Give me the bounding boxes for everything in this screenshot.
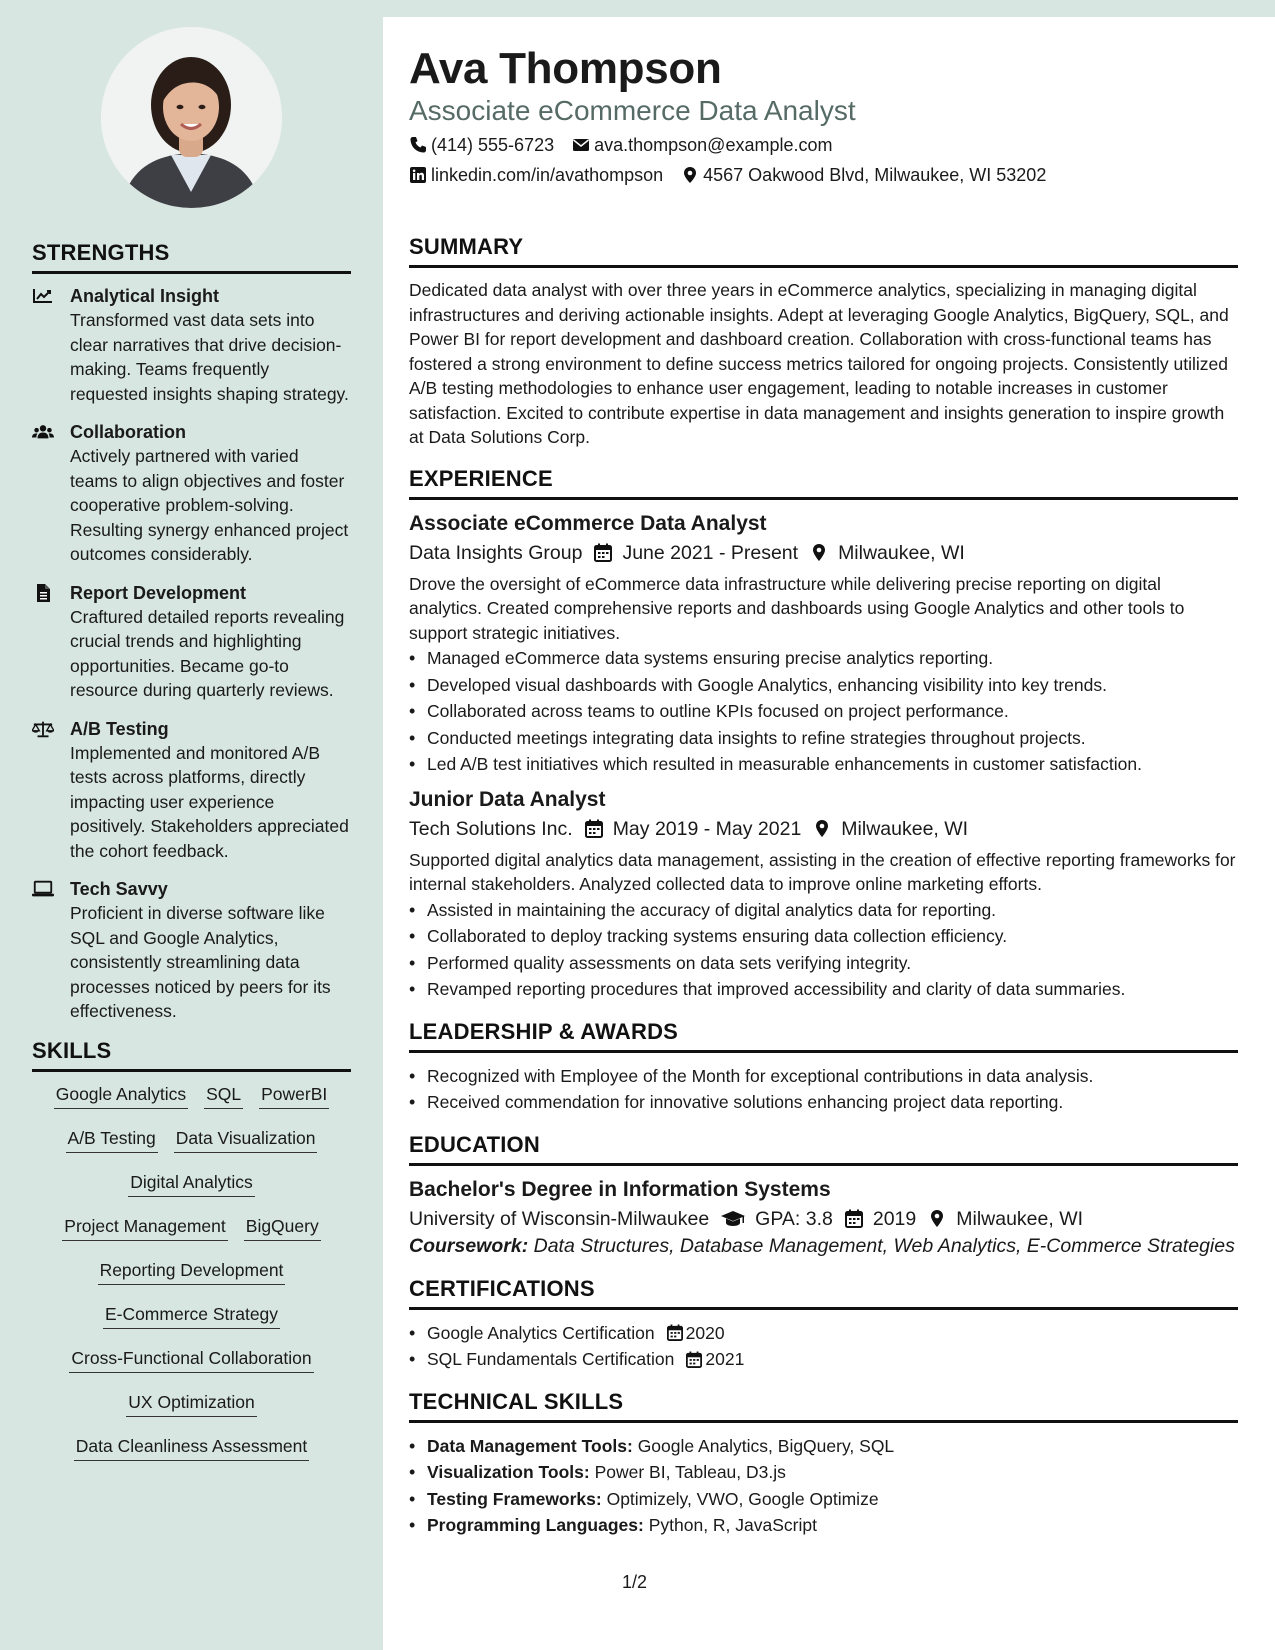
skills-row [32,1082,351,1109]
chart-line-icon [32,284,70,406]
address-text: 4567 Oakwood Blvd, Milwaukee, WI 53202 [703,165,1047,185]
list-item: • Led A/B test initiatives which resulted in measurable enhancements in customer satisfaction. [409,751,1238,778]
calendar-icon [686,1351,702,1368]
strength-title: Tech Savvy [70,879,168,899]
skill-tag: E-Commerce Strategy [103,1302,280,1329]
list-item: • Assisted in maintaining the accuracy of digital analytics data for reporting. [409,897,1238,924]
skills-row [32,1434,351,1461]
envelope-icon [572,136,590,154]
strength-title: A/B Testing [70,718,169,739]
list-item: • Collaborated across teams to outline KPIs focused on project performance. [409,698,1238,725]
phone-icon [409,136,427,154]
graduation-year-text: 2019 [872,1207,917,1230]
gpa [721,1204,833,1234]
list-item [409,1346,1238,1373]
list-item: • Performed quality assessments on data sets verifying integrity. [409,950,1238,977]
sidebar [0,0,383,1650]
phone-text: (414) 555-6723 [431,135,555,155]
coursework [409,1234,1238,1258]
linkedin-icon [409,166,427,184]
calendar-icon [594,543,612,562]
sidebar-content [32,240,351,1478]
linkedin-contact[interactable] [409,162,663,188]
calendar-icon [667,1324,683,1341]
strength-description: Implemented and monitored A/B tests across platforms, directly impacting user experience positively. Stakeholders appreciated the cohort feedback. [70,742,349,861]
list-item [409,1459,1238,1486]
strength-title: Collaboration [70,422,186,442]
job-title: Associate eCommerce Data Analyst [409,511,767,535]
location-pin-icon [810,543,828,562]
list-item [409,1433,1238,1460]
candidate-role: Associate eCommerce Data Analyst [409,95,856,126]
skills-row [32,1214,351,1241]
list-item [409,1320,1238,1347]
skills-heading: SKILLS [32,1038,351,1072]
list-item: • Managed eCommerce data systems ensuring precise analytics reporting. [409,645,1238,672]
strength-item [32,877,351,1024]
job-location [810,538,965,568]
tech-skill-value: Power BI, Tableau, D3.js [589,1462,786,1482]
skill-tag: Data Visualization [174,1126,318,1153]
job-location-text: Milwaukee, WI [841,817,969,840]
page-number: 1/2 [622,1572,648,1592]
skills-row [32,1170,351,1197]
coursework-list: Data Structures, Database Management, Web Analytics, E-Commerce Strategies [528,1234,1235,1257]
job-location-text: Milwaukee, WI [838,541,965,564]
summary-section [409,234,1238,450]
list-item: • Conducted meetings integrating data insights to refine strategies throughout projects. [409,725,1238,752]
strength-title: Report Development [70,582,247,603]
strength-description: Actively partnered with varied teams to align objectives and foster cooperative problem-solving. Resulting synergy enhanced project outcomes considerably. [70,446,349,564]
linkedin-text: linkedin.com/in/avathompson [431,165,664,185]
skill-tag: Google Analytics [54,1082,188,1109]
strength-item [32,581,351,703]
email-contact[interactable] [572,132,832,158]
skill-tag: Cross-Functional Collaboration [69,1346,313,1373]
graduation-year [845,1204,916,1234]
address-contact [681,162,1046,188]
technical-skills-list [409,1433,1238,1539]
skill-tag: BigQuery [244,1214,321,1241]
skills-row [32,1346,351,1373]
list-item: • Received commendation for innovative solutions enhancing project data reporting. [409,1089,1238,1116]
certification-name: • SQL Fundamentals Certification [427,1349,675,1369]
list-item [409,1512,1238,1539]
technical-skills-heading: TECHNICAL SKILLS [409,1389,1238,1423]
tech-skill-label: Testing Frameworks: [427,1488,602,1509]
certifications-section [409,1276,1238,1373]
certification-name: • Google Analytics Certification [427,1322,655,1343]
strength-item [32,284,351,406]
coursework-label: Coursework: [409,1234,529,1257]
summary-heading: SUMMARY [409,234,1238,268]
summary-text: Dedicated data analyst with over three years in eCommerce analytics, specializing in managing digital infrastructures and deriving actionable insights. Adept at leveraging Google Analytics, BigQuery, SQL, and Power BI for report development and dashboard creation. Collaboration with cross-functional teams has fostered a strong environment to define success metrics tailored for ongoing projects. Consistently utilized A/B testing methodologies to enhance user engagement, leading to notable increases in customer satisfaction. Excited to contribute expertise in data management and insights generation to inspire growth at Data Solutions Corp. [409,280,1229,447]
candidate-name: Ava Thompson [409,44,722,93]
education-heading: EDUCATION [409,1132,1238,1166]
strength-item [32,717,351,864]
calendar-icon [585,819,603,838]
main-content [383,17,1275,1650]
skills-row [32,1302,351,1329]
skill-tag: Digital Analytics [128,1170,255,1197]
technical-skills-section [409,1389,1238,1539]
school-name: University of Wisconsin-Milwaukee [409,1207,710,1230]
list-item [409,1486,1238,1513]
phone-contact[interactable] [409,132,554,158]
education-meta [409,1204,1238,1234]
education-location-text: Milwaukee, WI [956,1207,1084,1230]
strength-description: Transformed vast data sets into clear narratives that drive decision-making. Teams frequently requested insights shaping strategy. [70,310,349,404]
job-dates [585,814,802,844]
file-icon [32,581,70,703]
job-description: Supported digital analytics data management, assisting in the creation of effective reporting frameworks for internal stakeholders. Analyzed collected data to improve online marketing efforts. [409,849,1236,894]
tech-skill-label: Visualization Tools: [427,1462,590,1482]
certification-year: 2020 [685,1322,725,1343]
list-item: • Recognized with Employee of the Month for exceptional contributions in data analysis. [409,1063,1238,1090]
contact-line [409,162,1238,188]
strength-description: Proficient in diverse software like SQL and Google Analytics, consistently streamlining data processes noticed by peers for its effectiveness. [70,903,331,1021]
education-location [928,1204,1083,1234]
certifications-heading: CERTIFICATIONS [409,1276,1238,1310]
contact-line [409,132,1238,158]
list-item: • Collaborated to deploy tracking systems ensuring data collection efficiency. [409,923,1238,950]
job-title: Junior Data Analyst [409,787,606,811]
degree-title: Bachelor's Degree in Information Systems [409,1177,831,1201]
certifications-list [409,1320,1238,1373]
job-description: Drove the oversight of eCommerce data infrastructure while delivering precise reporting on digital analytics. Created comprehensive reports and dashboards using Google Analytics and other tools to support strategic initiatives. [409,573,1185,643]
skill-tag: Data Cleanliness Assessment [74,1434,310,1461]
job-company: Tech Solutions Inc. [409,817,573,840]
tech-skill-label: Programming Languages: [427,1515,644,1535]
calendar-icon [845,1209,863,1228]
skills-row [32,1126,351,1153]
skill-tag: SQL [204,1082,243,1109]
location-pin-icon [813,819,831,838]
job-entry [409,786,1238,1003]
job-entry [409,510,1238,778]
users-icon [32,420,70,567]
gpa-text: GPA: 3.8 [755,1207,833,1230]
job-dates-text: June 2021 - Present [622,541,799,564]
leadership-list [409,1063,1238,1116]
tech-skill-value: Google Analytics, BigQuery, SQL [632,1435,895,1456]
job-dates [594,538,798,568]
job-bullets [409,897,1238,1003]
skill-tag: Project Management [62,1214,227,1241]
leadership-section [409,1019,1238,1116]
skills-row [32,1390,351,1417]
tech-skill-value: Optimizely, VWO, Google Optimize [601,1488,879,1509]
experience-heading: EXPERIENCE [409,466,1238,500]
tech-skill-value: Python, R, JavaScript [643,1515,817,1535]
skill-tag: Reporting Development [98,1258,286,1285]
job-meta [409,814,1238,844]
balance-scale-icon [32,717,70,864]
skill-tag: UX Optimization [126,1390,256,1417]
laptop-icon [32,877,70,1024]
location-pin-icon [928,1209,946,1228]
skill-tag: A/B Testing [66,1126,158,1153]
skill-tag: PowerBI [259,1082,329,1109]
job-location [813,814,968,844]
strength-title: Analytical Insight [70,286,220,306]
strength-item [32,420,351,567]
tech-skill-label: Data Management Tools: [427,1435,633,1456]
profile-photo [101,27,282,208]
education-section [409,1132,1238,1258]
location-pin-icon [681,166,699,184]
leadership-heading: LEADERSHIP & AWARDS [409,1019,1238,1053]
strength-description: Craftured detailed reports revealing crucial trends and highlighting opportunities. Became go-to resource during quarterly reviews. [70,606,345,700]
experience-section [409,466,1238,1003]
job-dates-text: May 2019 - May 2021 [612,817,802,840]
email-text: ava.thompson@example.com [594,135,833,155]
graduation-cap-icon [721,1209,745,1228]
list-item: • Revamped reporting procedures that improved accessibility and clarity of data summaries. [409,976,1238,1003]
certification-year: 2021 [705,1349,745,1369]
list-item: • Developed visual dashboards with Google Analytics, enhancing visibility into key trends. [409,672,1238,699]
job-company: Data Insights Group [409,541,583,564]
strengths-heading: STRENGTHS [32,240,351,274]
job-bullets [409,645,1238,778]
skills-row [32,1258,351,1285]
job-meta [409,538,1238,568]
